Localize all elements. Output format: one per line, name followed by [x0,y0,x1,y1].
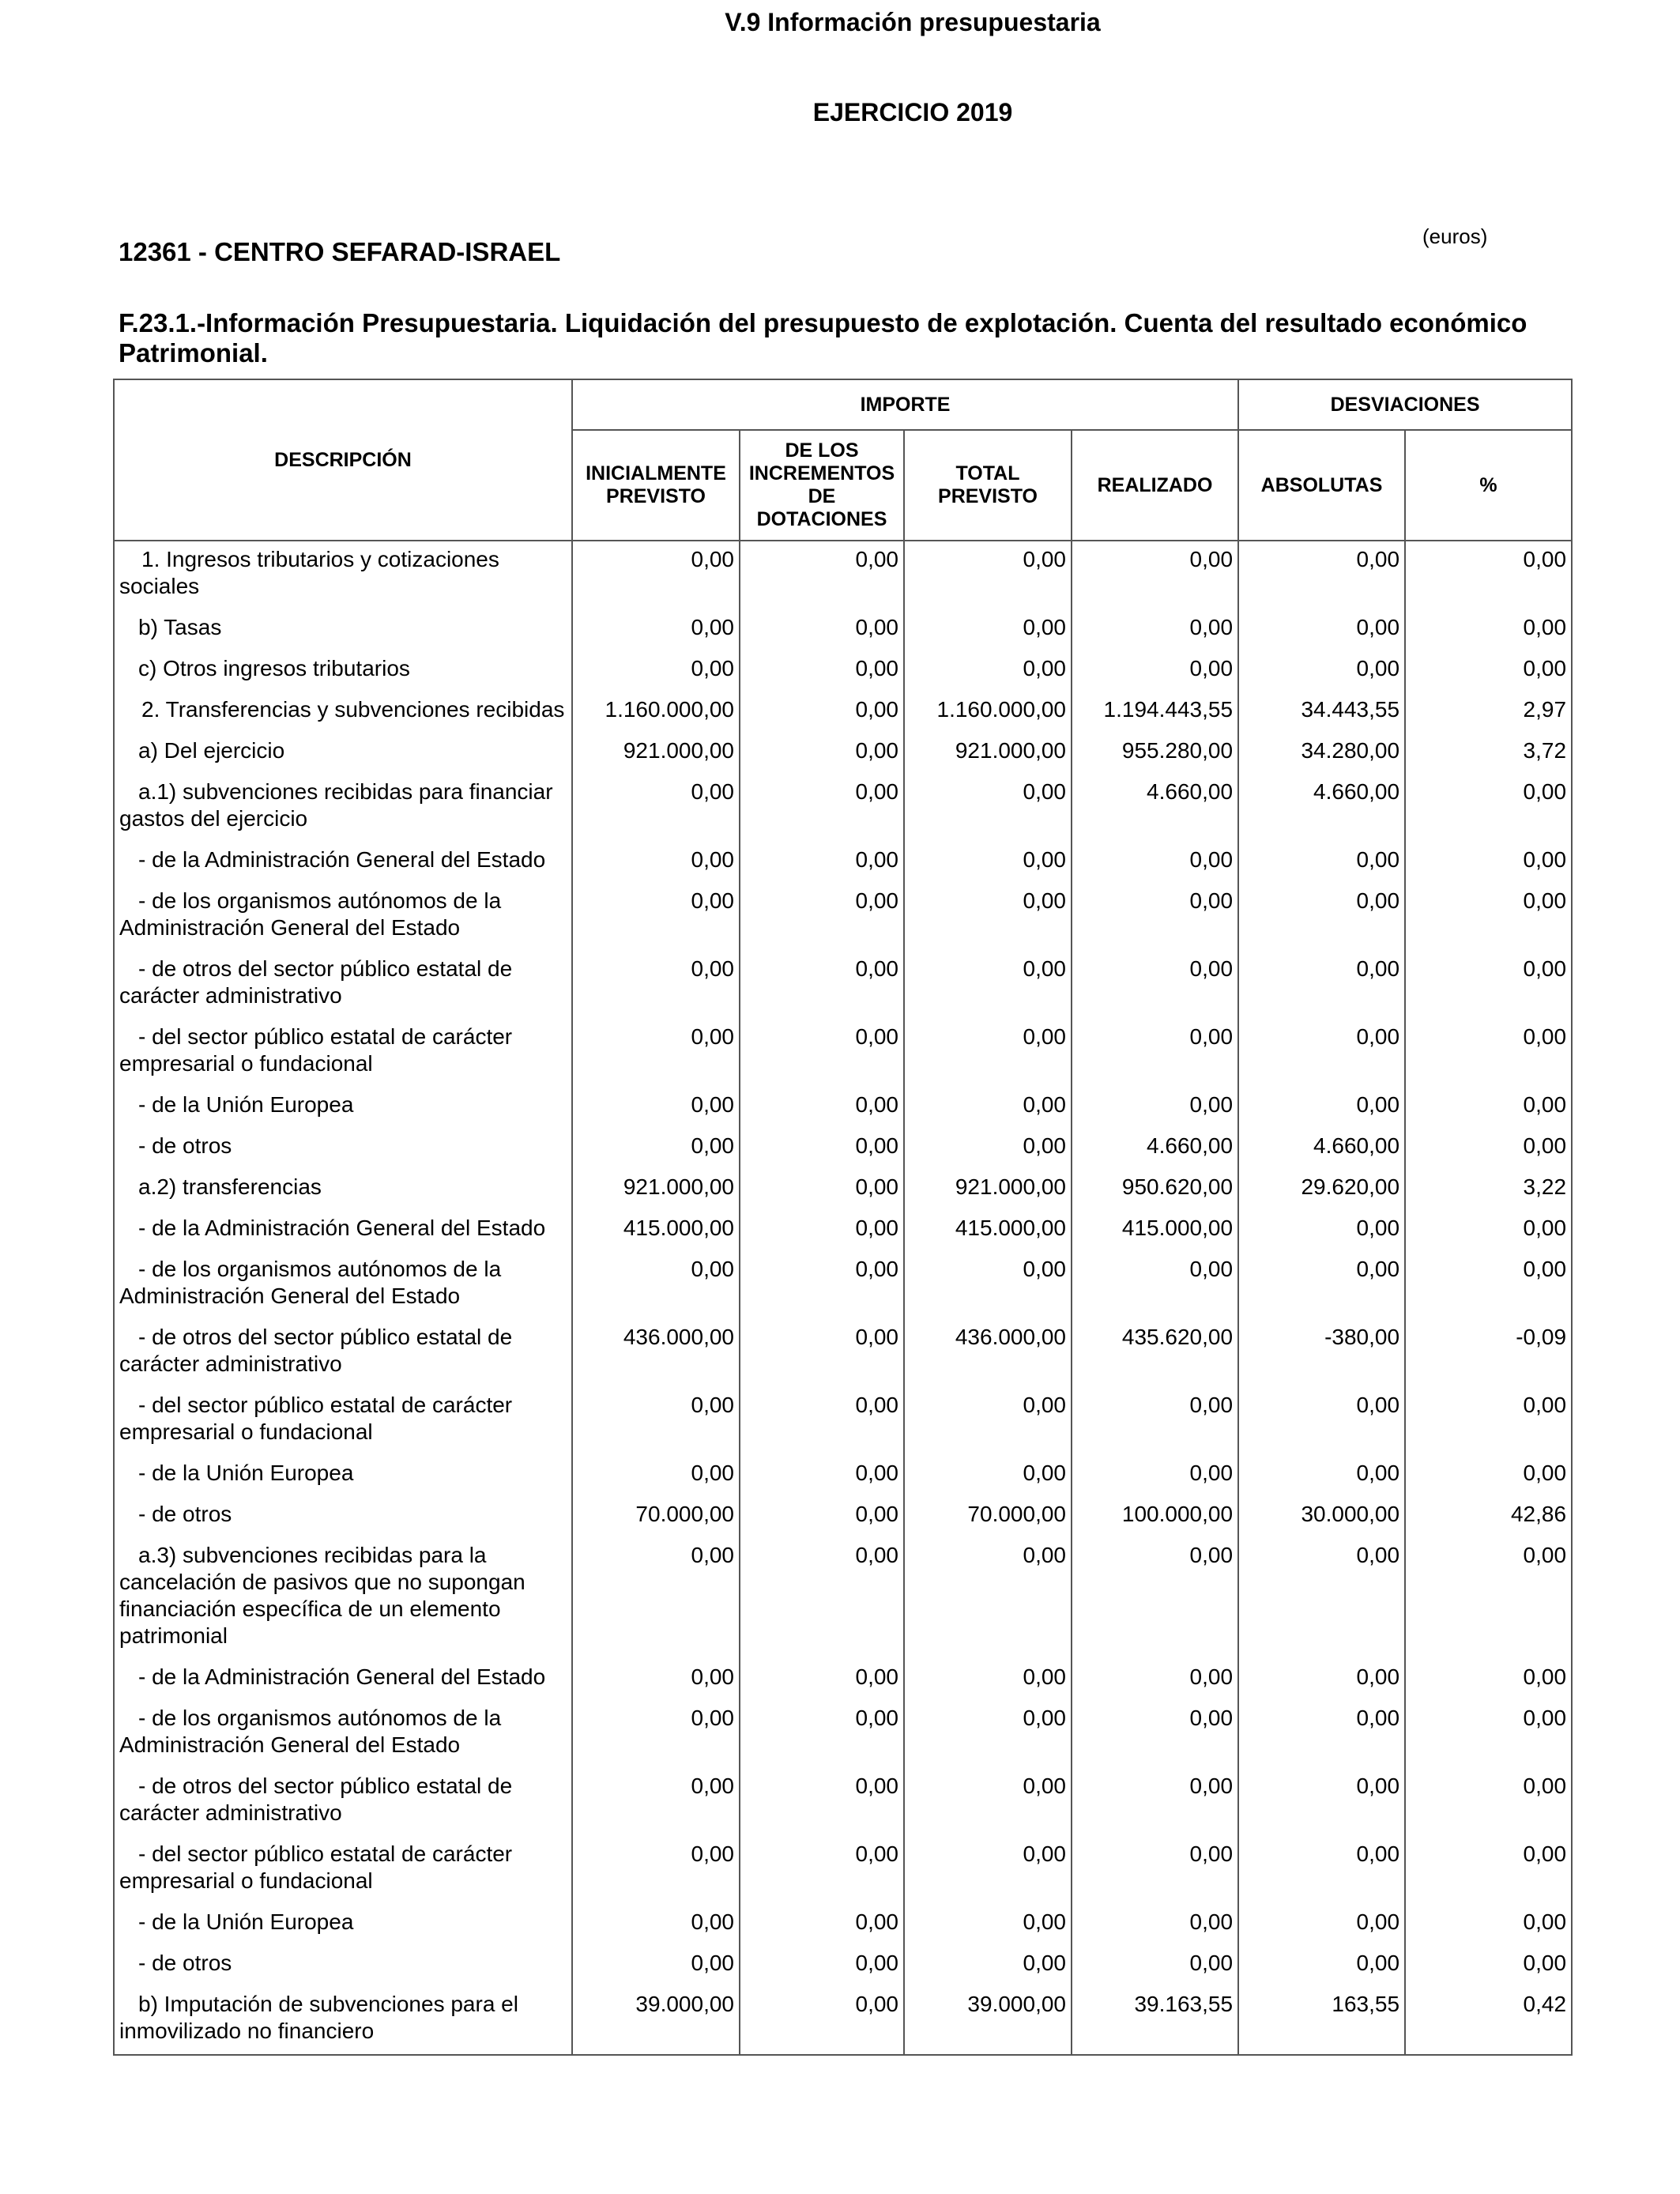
cell-realizado: 0,00 [1072,1659,1238,1700]
header-incrementos-dotaciones: DE LOS INCREMENTOS DE DOTACIONES [740,430,904,541]
table-row [114,1210,1572,1251]
cell-realizado: 0,00 [1072,1700,1238,1768]
cell-incrementos-dotaciones: 0,00 [740,541,904,609]
table-row [114,1019,1572,1087]
cell-realizado: 0,00 [1072,1251,1238,1319]
cell-desviacion-absoluta: 0,00 [1238,842,1405,883]
cell-desviacion-absoluta: 0,00 [1238,1087,1405,1128]
cell-inicialmente-previsto: 70.000,00 [572,1496,740,1537]
header-inicialmente-previsto: INICIALMENTE PREVISTO [572,430,740,541]
cell-realizado: 0,00 [1072,1904,1238,1945]
row-description-text: - del sector público estatal de carácter empresarial o fundacional [119,1393,513,1444]
cell-total-previsto: 0,00 [904,650,1072,692]
cell-desviacion-porcentaje: 0,00 [1405,1455,1572,1496]
row-description-text: a.1) subvenciones recibidas para financiar gastos del ejercicio [119,779,553,831]
cell-desviacion-porcentaje: 0,00 [1405,1700,1572,1768]
cell-realizado: 4.660,00 [1072,1128,1238,1169]
cell-realizado: 435.620,00 [1072,1319,1238,1387]
table-row [114,1319,1572,1387]
table-header [114,379,1572,541]
row-description [114,1087,572,1128]
cell-desviacion-absoluta: 0,00 [1238,1659,1405,1700]
cell-total-previsto: 436.000,00 [904,1319,1072,1387]
cell-realizado: 0,00 [1072,842,1238,883]
cell-desviacion-absoluta: 29.620,00 [1238,1169,1405,1210]
cell-desviacion-absoluta: 0,00 [1238,951,1405,1019]
cell-desviacion-porcentaje: 0,00 [1405,1128,1572,1169]
header-total-previsto: TOTAL PREVISTO [904,430,1072,541]
cell-inicialmente-previsto: 921.000,00 [572,733,740,774]
cell-inicialmente-previsto: 39.000,00 [572,1986,740,2055]
cell-desviacion-porcentaje: 0,00 [1405,1210,1572,1251]
cell-incrementos-dotaciones: 0,00 [740,1836,904,1904]
row-description-text: - del sector público estatal de carácter empresarial o fundacional [119,1842,513,1893]
table-row [114,1659,1572,1700]
row-description-text: - de la Unión Europea [138,1461,354,1485]
cell-realizado: 415.000,00 [1072,1210,1238,1251]
cell-desviacion-porcentaje: 0,00 [1405,774,1572,842]
table-row [114,609,1572,650]
cell-incrementos-dotaciones: 0,00 [740,842,904,883]
cell-inicialmente-previsto: 0,00 [572,1251,740,1319]
header-descripcion: DESCRIPCIÓN [114,379,572,541]
cell-incrementos-dotaciones: 0,00 [740,774,904,842]
cell-inicialmente-previsto: 0,00 [572,1836,740,1904]
cell-total-previsto: 0,00 [904,951,1072,1019]
table-row [114,774,1572,842]
cell-incrementos-dotaciones: 0,00 [740,1986,904,2055]
cell-desviacion-porcentaje: 0,00 [1405,650,1572,692]
cell-inicialmente-previsto: 0,00 [572,1019,740,1087]
cell-incrementos-dotaciones: 0,00 [740,1128,904,1169]
cell-inicialmente-previsto: 0,00 [572,774,740,842]
cell-realizado: 0,00 [1072,541,1238,609]
cell-desviacion-absoluta: 4.660,00 [1238,774,1405,842]
cell-inicialmente-previsto: 0,00 [572,1904,740,1945]
row-description [114,1945,572,1986]
row-description [114,1904,572,1945]
cell-total-previsto: 0,00 [904,1387,1072,1455]
cell-incrementos-dotaciones: 0,00 [740,1904,904,1945]
cell-inicialmente-previsto: 0,00 [572,1128,740,1169]
cell-desviacion-porcentaje: 0,00 [1405,1836,1572,1904]
cell-total-previsto: 0,00 [904,774,1072,842]
cell-desviacion-porcentaje: 42,86 [1405,1496,1572,1537]
row-description-text: c) Otros ingresos tributarios [138,656,410,680]
table-row [114,541,1572,609]
cell-total-previsto: 0,00 [904,1019,1072,1087]
table-row [114,951,1572,1019]
row-description-text: - de la Administración General del Estado [138,1216,546,1240]
header-absolutas: ABSOLUTAS [1238,430,1405,541]
cell-desviacion-porcentaje: 0,42 [1405,1986,1572,2055]
cell-desviacion-absoluta: -380,00 [1238,1319,1405,1387]
cell-inicialmente-previsto: 0,00 [572,842,740,883]
cell-incrementos-dotaciones: 0,00 [740,1455,904,1496]
row-description-text: - de otros [138,1951,232,1975]
row-description [114,842,572,883]
cell-inicialmente-previsto: 0,00 [572,951,740,1019]
cell-desviacion-absoluta: 0,00 [1238,1455,1405,1496]
row-description [114,883,572,951]
cell-inicialmente-previsto: 0,00 [572,1945,740,1986]
table-row [114,692,1572,733]
cell-desviacion-porcentaje: 0,00 [1405,951,1572,1019]
row-description [114,1319,572,1387]
cell-inicialmente-previsto: 0,00 [572,1087,740,1128]
table-row [114,1768,1572,1836]
cell-total-previsto: 415.000,00 [904,1210,1072,1251]
cell-total-previsto: 0,00 [904,1128,1072,1169]
cell-total-previsto: 0,00 [904,1251,1072,1319]
row-description-text: - de otros [138,1133,232,1158]
table-row [114,1087,1572,1128]
cell-realizado: 0,00 [1072,1537,1238,1659]
table-row [114,883,1572,951]
entity-name: 12361 - CENTRO SEFARAD-ISRAEL [119,237,561,266]
cell-desviacion-porcentaje: 0,00 [1405,1019,1572,1087]
cell-realizado: 0,00 [1072,1945,1238,1986]
row-description [114,1768,572,1836]
cell-incrementos-dotaciones: 0,00 [740,1659,904,1700]
table-row [114,1836,1572,1904]
row-description [114,1986,572,2055]
cell-realizado: 0,00 [1072,1387,1238,1455]
cell-desviacion-absoluta: 34.280,00 [1238,733,1405,774]
cell-inicialmente-previsto: 0,00 [572,1659,740,1700]
cell-desviacion-porcentaje: 0,00 [1405,1659,1572,1700]
table-row [114,1169,1572,1210]
cell-realizado: 0,00 [1072,951,1238,1019]
row-description [114,692,572,733]
document-title: V.9 Información presupuestaria [725,8,1101,36]
row-description-text: - de otros del sector público estatal de carácter administrativo [119,1774,513,1825]
cell-incrementos-dotaciones: 0,00 [740,1768,904,1836]
row-description-text: a.2) transferencias [138,1174,322,1199]
cell-realizado: 0,00 [1072,650,1238,692]
table-row [114,1251,1572,1319]
cell-desviacion-porcentaje: 0,00 [1405,1537,1572,1659]
cell-total-previsto: 0,00 [904,609,1072,650]
cell-realizado: 1.194.443,55 [1072,692,1238,733]
row-description [114,541,572,609]
cell-desviacion-absoluta: 0,00 [1238,1945,1405,1986]
cell-desviacion-absoluta: 0,00 [1238,1700,1405,1768]
table-row [114,1700,1572,1768]
cell-desviacion-porcentaje: 0,00 [1405,883,1572,951]
cell-total-previsto: 0,00 [904,842,1072,883]
cell-incrementos-dotaciones: 0,00 [740,692,904,733]
cell-desviacion-absoluta: 0,00 [1238,1904,1405,1945]
cell-desviacion-porcentaje: 2,97 [1405,692,1572,733]
cell-inicialmente-previsto: 0,00 [572,1700,740,1768]
cell-total-previsto: 0,00 [904,1659,1072,1700]
row-description [114,1537,572,1659]
row-description-text: - de la Unión Europea [138,1909,354,1934]
cell-realizado: 0,00 [1072,883,1238,951]
cell-incrementos-dotaciones: 0,00 [740,1169,904,1210]
row-description-text: - de la Unión Europea [138,1092,354,1117]
cell-total-previsto: 0,00 [904,1836,1072,1904]
cell-desviacion-porcentaje: 0,00 [1405,1768,1572,1836]
cell-desviacion-porcentaje: 3,22 [1405,1169,1572,1210]
cell-inicialmente-previsto: 1.160.000,00 [572,692,740,733]
cell-total-previsto: 0,00 [904,1768,1072,1836]
cell-incrementos-dotaciones: 0,00 [740,1945,904,1986]
cell-realizado: 0,00 [1072,1768,1238,1836]
cell-total-previsto: 0,00 [904,883,1072,951]
row-description-text: b) Tasas [138,615,222,639]
header-desviaciones: DESVIACIONES [1238,379,1572,430]
cell-total-previsto: 0,00 [904,1455,1072,1496]
cell-desviacion-absoluta: 30.000,00 [1238,1496,1405,1537]
row-description [114,951,572,1019]
cell-incrementos-dotaciones: 0,00 [740,883,904,951]
row-description [114,733,572,774]
row-description [114,1019,572,1087]
cell-incrementos-dotaciones: 0,00 [740,1537,904,1659]
row-description [114,1251,572,1319]
row-description [114,1128,572,1169]
row-description [114,1836,572,1904]
header-realizado: REALIZADO [1072,430,1238,541]
cell-inicialmente-previsto: 0,00 [572,1537,740,1659]
cell-realizado: 0,00 [1072,1455,1238,1496]
cell-inicialmente-previsto: 436.000,00 [572,1319,740,1387]
cell-inicialmente-previsto: 0,00 [572,609,740,650]
cell-desviacion-absoluta: 0,00 [1238,883,1405,951]
cell-desviacion-absoluta: 0,00 [1238,1210,1405,1251]
cell-desviacion-absoluta: 0,00 [1238,609,1405,650]
cell-incrementos-dotaciones: 0,00 [740,1387,904,1455]
cell-realizado: 39.163,55 [1072,1986,1238,2055]
row-description [114,609,572,650]
row-description-text: - de la Administración General del Estado [138,1664,546,1689]
cell-desviacion-porcentaje: 3,72 [1405,733,1572,774]
cell-total-previsto: 0,00 [904,541,1072,609]
cell-realizado: 100.000,00 [1072,1496,1238,1537]
cell-desviacion-porcentaje: 0,00 [1405,842,1572,883]
cell-total-previsto: 0,00 [904,1700,1072,1768]
cell-desviacion-absoluta: 34.443,55 [1238,692,1405,733]
cell-incrementos-dotaciones: 0,00 [740,1251,904,1319]
cell-total-previsto: 70.000,00 [904,1496,1072,1537]
row-description [114,1210,572,1251]
cell-incrementos-dotaciones: 0,00 [740,951,904,1019]
row-description-text: a) Del ejercicio [138,738,285,763]
cell-total-previsto: 39.000,00 [904,1986,1072,2055]
cell-inicialmente-previsto: 0,00 [572,883,740,951]
row-description-text: - de los organismos autónomos de la Administración General del Estado [119,1706,502,1757]
cell-total-previsto: 0,00 [904,1904,1072,1945]
row-description [114,1387,572,1455]
table-row [114,1387,1572,1455]
row-description [114,774,572,842]
table-row [114,1945,1572,1986]
table-row [114,1986,1572,2055]
cell-inicialmente-previsto: 0,00 [572,650,740,692]
cell-incrementos-dotaciones: 0,00 [740,1319,904,1387]
table-row [114,1537,1572,1659]
table-body [114,541,1572,2055]
table-row [114,1904,1572,1945]
cell-realizado: 0,00 [1072,1836,1238,1904]
row-description-text: 1. Ingresos tributarios y cotizaciones sociales [119,547,499,598]
cell-desviacion-absoluta: 0,00 [1238,650,1405,692]
table-row [114,1496,1572,1537]
cell-realizado: 0,00 [1072,609,1238,650]
table-row [114,650,1572,692]
row-description-text: - de los organismos autónomos de la Administración General del Estado [119,888,502,940]
fiscal-year: EJERCICIO 2019 [812,98,1013,126]
cell-desviacion-porcentaje: 0,00 [1405,1904,1572,1945]
cell-inicialmente-previsto: 0,00 [572,1387,740,1455]
cell-incrementos-dotaciones: 0,00 [740,650,904,692]
row-description-text: 2. Transferencias y subvenciones recibidas [141,697,565,722]
currency-units: (euros) [1422,224,1488,248]
row-description-text: - de otros [138,1502,232,1526]
cell-inicialmente-previsto: 0,00 [572,541,740,609]
row-description [114,1496,572,1537]
cell-realizado: 4.660,00 [1072,774,1238,842]
cell-incrementos-dotaciones: 0,00 [740,1210,904,1251]
cell-desviacion-porcentaje: -0,09 [1405,1319,1572,1387]
row-description [114,1169,572,1210]
cell-inicialmente-previsto: 415.000,00 [572,1210,740,1251]
cell-realizado: 0,00 [1072,1019,1238,1087]
cell-total-previsto: 0,00 [904,1945,1072,1986]
cell-total-previsto: 921.000,00 [904,1169,1072,1210]
cell-desviacion-absoluta: 4.660,00 [1238,1128,1405,1169]
cell-incrementos-dotaciones: 0,00 [740,733,904,774]
cell-total-previsto: 921.000,00 [904,733,1072,774]
row-description-text: - de la Administración General del Estado [138,847,546,872]
cell-inicialmente-previsto: 0,00 [572,1455,740,1496]
cell-desviacion-absoluta: 163,55 [1238,1986,1405,2055]
cell-desviacion-porcentaje: 0,00 [1405,1087,1572,1128]
cell-incrementos-dotaciones: 0,00 [740,609,904,650]
cell-desviacion-porcentaje: 0,00 [1405,1387,1572,1455]
row-description-text: - de los organismos autónomos de la Administración General del Estado [119,1257,502,1308]
cell-realizado: 955.280,00 [1072,733,1238,774]
row-description-text: - de otros del sector público estatal de carácter administrativo [119,956,513,1008]
cell-total-previsto: 1.160.000,00 [904,692,1072,733]
cell-desviacion-porcentaje: 0,00 [1405,541,1572,609]
cell-incrementos-dotaciones: 0,00 [740,1019,904,1087]
row-description-text: a.3) subvenciones recibidas para la cancelación de pasivos que no supongan financiación específica de un elemento patrimonial [119,1543,525,1648]
cell-realizado: 0,00 [1072,1087,1238,1128]
table-row [114,1455,1572,1496]
cell-desviacion-porcentaje: 0,00 [1405,609,1572,650]
cell-incrementos-dotaciones: 0,00 [740,1496,904,1537]
cell-inicialmente-previsto: 921.000,00 [572,1169,740,1210]
row-description-text: - de otros del sector público estatal de carácter administrativo [119,1325,513,1376]
cell-desviacion-porcentaje: 0,00 [1405,1251,1572,1319]
cell-desviacion-absoluta: 0,00 [1238,1019,1405,1087]
cell-incrementos-dotaciones: 0,00 [740,1700,904,1768]
cell-desviacion-absoluta: 0,00 [1238,1387,1405,1455]
section-title: F.23.1.-Información Presupuestaria. Liquidación del presupuesto de explotación. Cuenta del resultado económico Patrimonial. [119,308,1527,368]
row-description-text: - del sector público estatal de carácter empresarial o fundacional [119,1024,513,1076]
cell-desviacion-porcentaje: 0,00 [1405,1945,1572,1986]
cell-realizado: 950.620,00 [1072,1169,1238,1210]
table-row [114,1128,1572,1169]
cell-desviacion-absoluta: 0,00 [1238,1537,1405,1659]
cell-incrementos-dotaciones: 0,00 [740,1087,904,1128]
row-description [114,1659,572,1700]
budget-table [113,379,1573,2056]
cell-desviacion-absoluta: 0,00 [1238,541,1405,609]
cell-inicialmente-previsto: 0,00 [572,1768,740,1836]
cell-total-previsto: 0,00 [904,1537,1072,1659]
cell-desviacion-absoluta: 0,00 [1238,1768,1405,1836]
row-description [114,650,572,692]
cell-total-previsto: 0,00 [904,1087,1072,1128]
table-row [114,733,1572,774]
header-importe: IMPORTE [572,379,1238,430]
table-row [114,842,1572,883]
cell-desviacion-absoluta: 0,00 [1238,1251,1405,1319]
row-description-text: b) Imputación de subvenciones para el inmovilizado no financiero [119,1992,518,2043]
cell-desviacion-absoluta: 0,00 [1238,1836,1405,1904]
row-description [114,1700,572,1768]
row-description [114,1455,572,1496]
header-porcentaje: % [1405,430,1572,541]
